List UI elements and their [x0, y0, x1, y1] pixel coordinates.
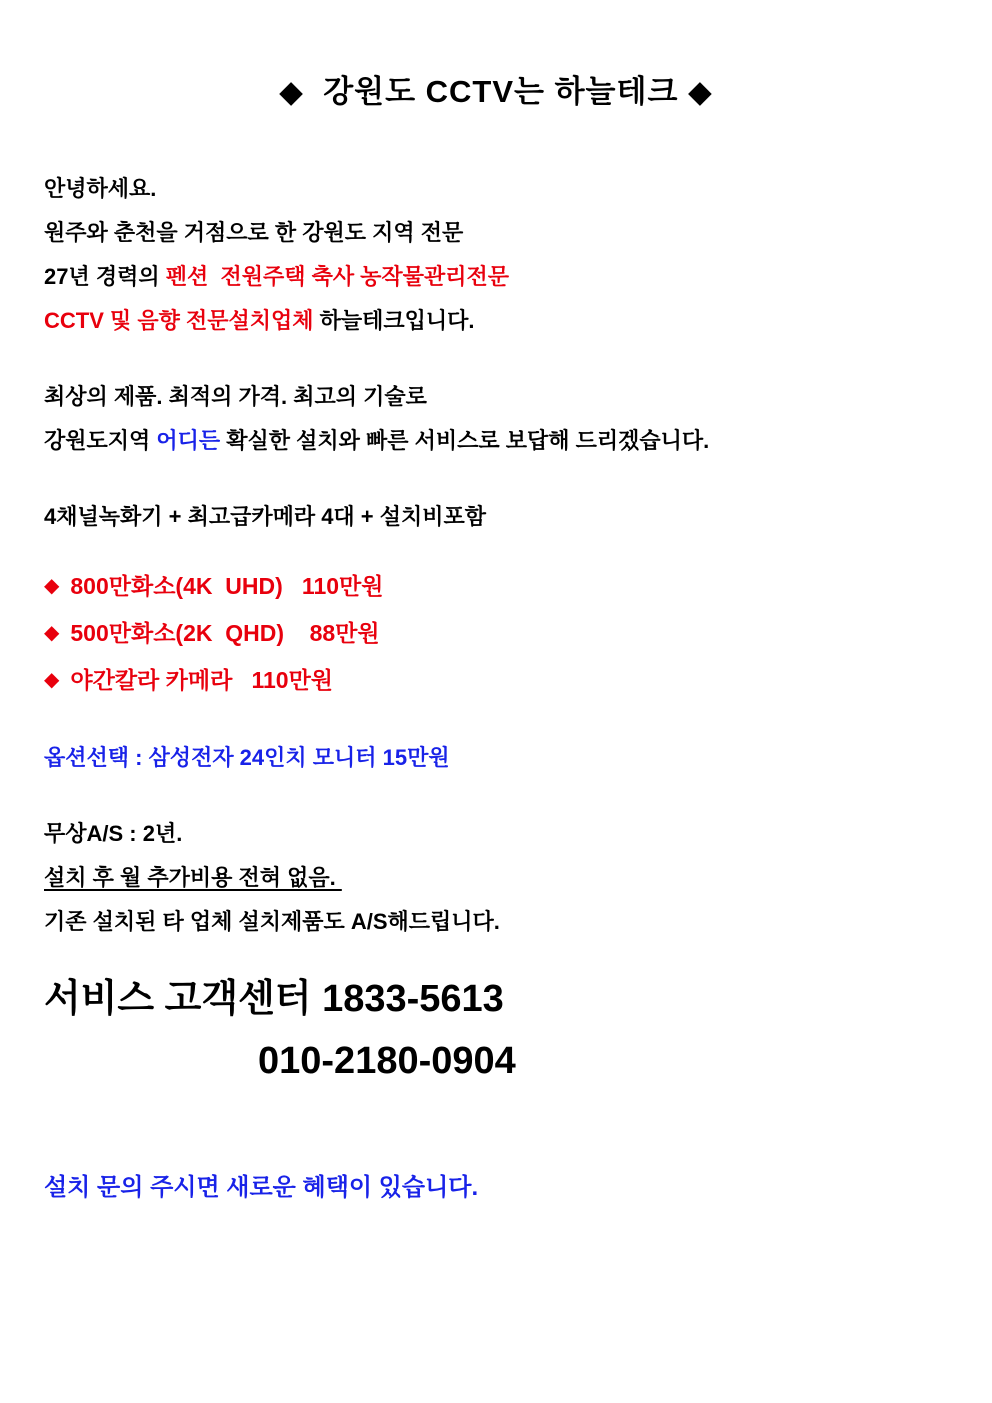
spacer-4 — [44, 704, 952, 736]
service-center-phone[interactable]: 서비스 고객센터 1833-5613 — [44, 978, 504, 1020]
diamond-icon: ◆ — [44, 575, 60, 597]
price-item-3 — [44, 657, 952, 704]
no-extra-cost-text: 설치 후 월 추가비용 전혀 없음. — [44, 865, 342, 890]
region-line: 원주와 춘천을 거점으로 한 강원도 지역 전문 — [44, 220, 464, 245]
price-value: 88만원 — [309, 620, 380, 646]
company-line — [44, 299, 952, 343]
package-heading: 4채널녹화기 + 최고급카메라 4대 + 설치비포함 — [44, 504, 487, 529]
spacer-2 — [44, 463, 952, 495]
price-value: 110만원 — [251, 667, 334, 693]
closing-line: 설치 문의 주시면 새로운 혜택이 있습니다. — [44, 1174, 479, 1201]
price-gap — [232, 667, 251, 693]
company-highlight: CCTV 및 음향 전문설치업체 — [44, 308, 320, 333]
price-gap — [283, 573, 302, 599]
pitch-line-2 — [44, 419, 952, 463]
experience-line — [44, 255, 952, 299]
spacer-1 — [44, 343, 952, 375]
price-label: 800만화소(4K UHD) — [70, 573, 283, 599]
company-name: 하늘테크입니다. — [319, 308, 475, 333]
price-value: 110만원 — [301, 573, 384, 599]
warranty-line-2 — [44, 856, 952, 900]
experience-prefix: 27년 경력의 — [44, 264, 166, 289]
pitch-suffix: 확실한 설치와 빠른 서비스로 보답해 드리겠습니다. — [220, 428, 710, 453]
option-line: 옵션선택 : 삼성전자 24인치 모니터 15만원 — [44, 745, 450, 770]
price-label: 야간칼라 카메라 — [70, 667, 233, 693]
spacer-8 — [44, 1132, 952, 1164]
document-body — [0, 167, 992, 1212]
page-title: ◆ 강원도 CCTV는 하늘테크 ◆ — [279, 74, 713, 109]
warranty-line-3: 기존 설치된 타 업체 설치제품도 A/S해드립니다. — [44, 909, 500, 934]
spacer-5 — [44, 780, 952, 812]
experience-highlight: 펜션 전원주택 축사 농작물관리전문 — [165, 264, 509, 289]
diamond-icon: ◆ — [44, 622, 60, 644]
price-item-2 — [44, 610, 952, 657]
spacer-3 — [44, 539, 952, 563]
pitch-prefix: 강원도지역 — [44, 428, 157, 453]
pitch-line-1: 최상의 제품. 최적의 가격. 최고의 기술로 — [44, 384, 427, 409]
warranty-line-1: 무상A/S : 2년. — [44, 821, 183, 846]
price-label: 500만화소(2K QHD) — [70, 620, 285, 646]
price-item-1 — [44, 563, 952, 610]
greeting-line: 안녕하세요. — [44, 176, 157, 201]
price-gap — [284, 620, 310, 646]
spacer-7 — [44, 1092, 952, 1132]
mobile-phone[interactable]: 010-2180-0904 — [258, 1040, 516, 1082]
pitch-highlight: 어디든 — [156, 428, 221, 453]
spacer-6 — [44, 944, 952, 968]
diamond-icon: ◆ — [44, 669, 60, 691]
